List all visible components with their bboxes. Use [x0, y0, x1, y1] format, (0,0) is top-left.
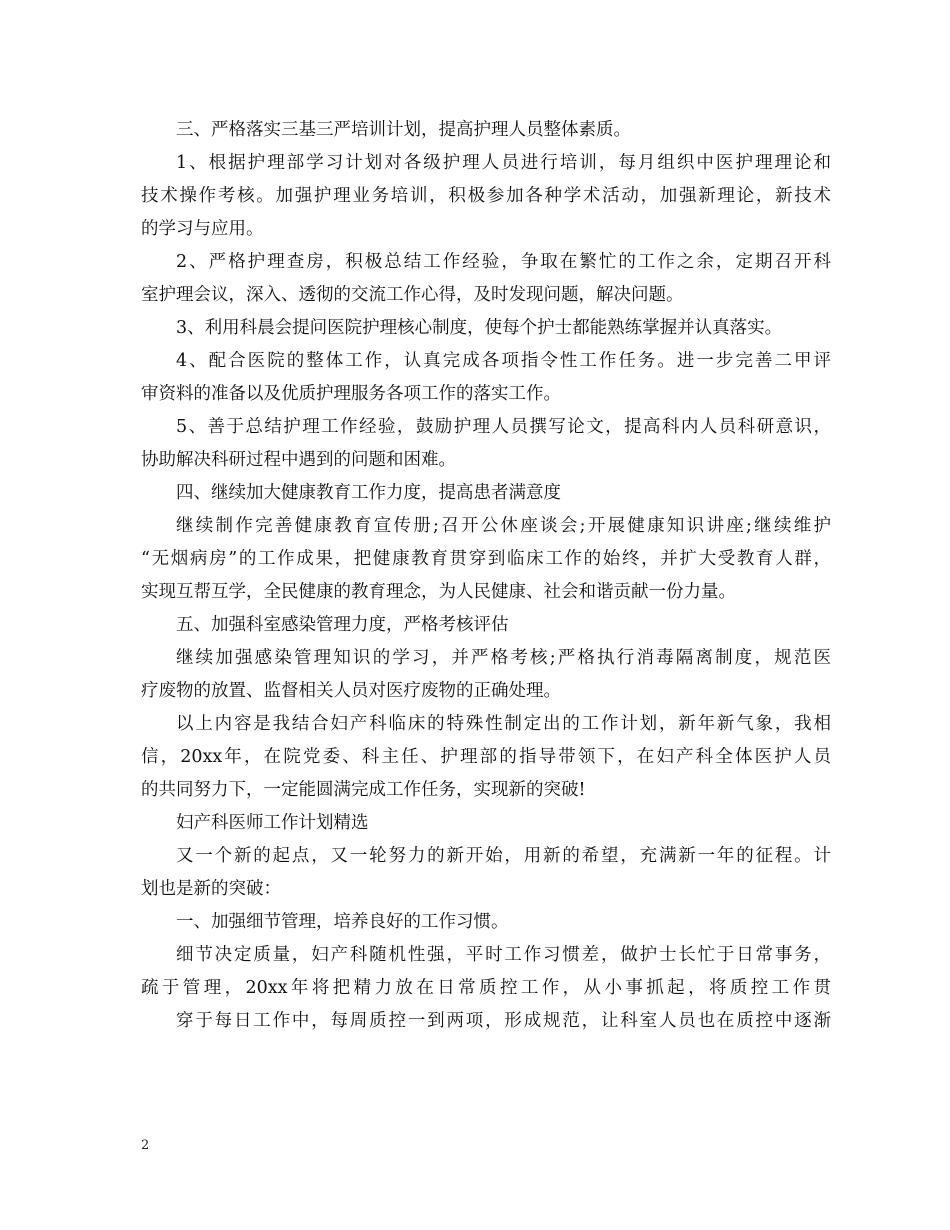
subtitle-heading: 妇产科医师工作计划精选: [176, 813, 369, 833]
section-heading-5: 五、加强科室感染管理力度，严格考核评估: [176, 615, 509, 635]
paragraph-line: 协助解决科研过程中遇到的问题和困难。: [141, 450, 456, 470]
paragraph-line: 技术操作考核。加强护理业务培训，积极参加各种学术活动，加强新理论，新技术: [141, 186, 831, 206]
paragraph-line: 1、根据护理部学习计划对各级护理人员进行培训，每月组织中医护理理论和: [176, 153, 831, 173]
paragraph-line: 3、利用科晨会提问医院护理核心制度，使每个护士都能熟练掌握并认真落实。: [176, 318, 783, 338]
paragraph-line: “无烟病房”的工作成果，把健康教育贯穿到临床工作的始终，并扩大受教育人群，: [141, 549, 831, 569]
paragraph-line: 2、严格护理查房，积极总结工作经验，争取在繁忙的工作之余，定期召开科: [176, 252, 831, 272]
paragraph-line: 审资料的准备以及优质护理服务各项工作的落实工作。: [141, 384, 561, 404]
paragraph-line: 划也是新的突破：: [141, 879, 281, 899]
paragraph-line: 实现互帮互学，全民健康的教育理念，为人民健康、社会和谐贡献一份力量。: [141, 582, 736, 602]
paragraph-line: 5、善于总结护理工作经验，鼓励护理人员撰写论文，提高科内人员科研意识，: [176, 417, 831, 437]
page-number: 2: [141, 1138, 150, 1153]
paragraph-line: 以上内容是我结合妇产科临床的特殊性制定出的工作计划，新年新气象，我相: [176, 714, 831, 734]
paragraph-line: 信，20xx年，在院党委、科主任、护理部的指导带领下，在妇产科全体医护人员: [141, 747, 831, 767]
section-heading-4: 四、继续加大健康教育工作力度，提高患者满意度: [176, 483, 561, 503]
paragraph-line: 继续制作完善健康教育宣传册;召开公休座谈会;开展健康知识讲座;继续维护: [176, 516, 831, 536]
paragraph-line: 的共同努力下，一定能圆满完成工作任务，实现新的突破!: [141, 780, 586, 800]
paragraph-line: 继续加强感染管理知识的学习，并严格考核;严格执行消毒隔离制度，规范医: [176, 648, 831, 668]
paragraph-line: 4、配合医院的整体工作，认真完成各项指令性工作任务。进一步完善二甲评: [176, 351, 831, 371]
paragraph-line: 疏于管理，20xx年将把精力放在日常质控工作，从小事抓起，将质控工作贯: [141, 978, 831, 998]
paragraph-line: 的学习与应用。: [141, 219, 264, 239]
section-heading-1: 一、加强细节管理，培养良好的工作习惯。: [176, 912, 509, 932]
paragraph-line: 又一个新的起点，又一轮努力的新开始，用新的希望，充满新一年的征程。计: [176, 846, 831, 866]
document-body: [141, 114, 831, 1038]
paragraph-line: 室护理会议，深入、透彻的交流工作心得，及时发现问题，解决问题。: [141, 285, 684, 305]
paragraph-line: 细节决定质量，妇产科随机性强，平时工作习惯差，做护士长忙于日常事务，: [176, 945, 831, 965]
paragraph-line: 穿于每日工作中，每周质控一到两项，形成规范，让科室人员也在质控中逐渐: [176, 1011, 831, 1031]
paragraph-line: 疗废物的放置、监督相关人员对医疗废物的正确处理。: [141, 681, 561, 701]
section-heading-3: 三、严格落实三基三严培训计划，提高护理人员整体素质。: [176, 120, 631, 140]
